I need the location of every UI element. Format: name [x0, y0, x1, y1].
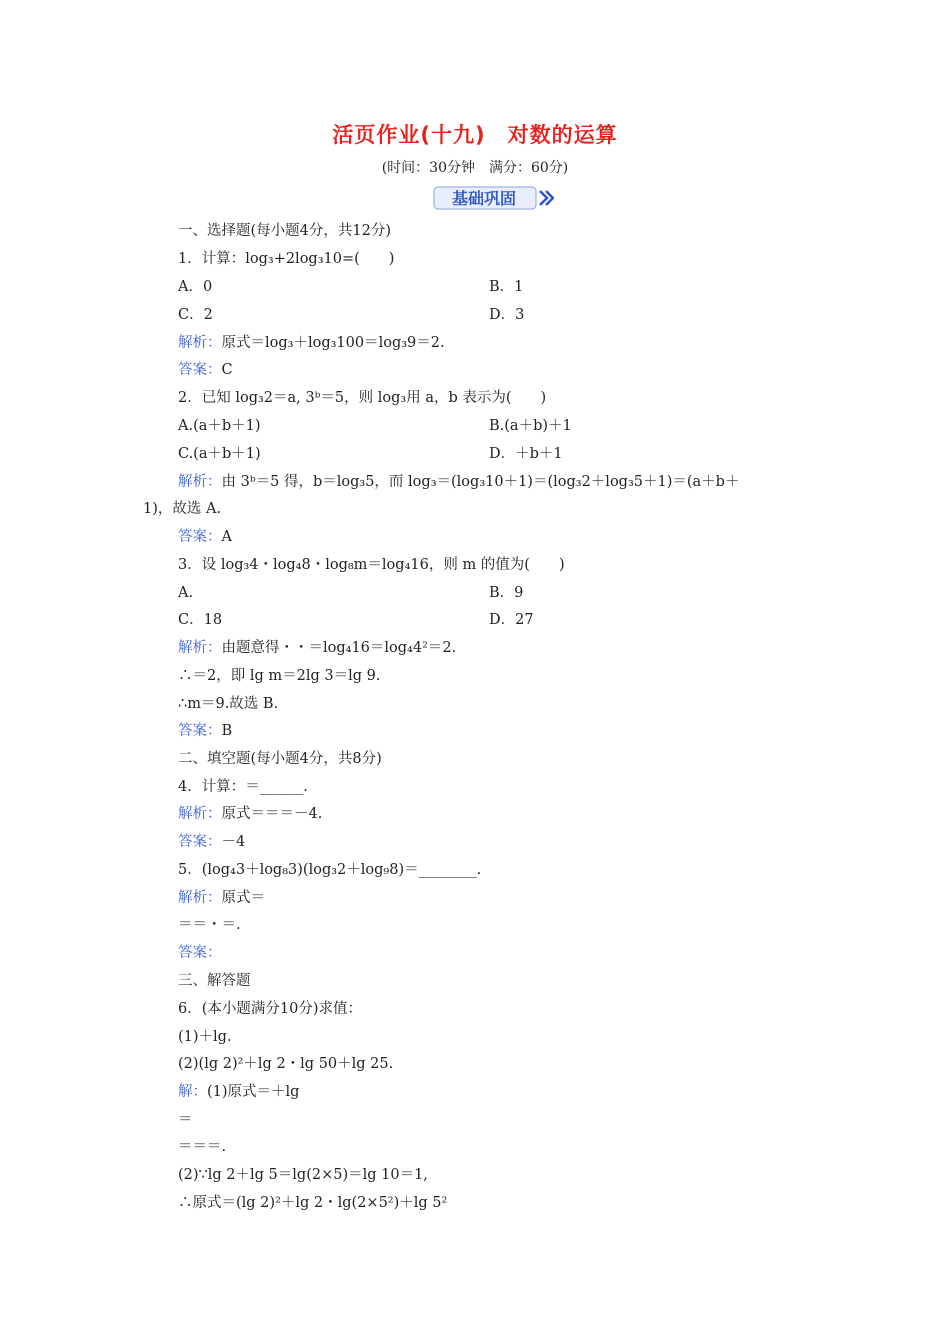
section-heading: 二、填空题(每小题4分，共8分) — [178, 751, 382, 767]
analysis-label: 解析： — [178, 640, 222, 656]
answer-text: C — [221, 362, 233, 378]
answer-label: 答案： — [178, 723, 222, 739]
q6-solution — [178, 1082, 299, 1102]
page-subtitle: (时间：30分钟 满分：60分) — [381, 160, 569, 176]
q1-option-d: D．3 — [489, 307, 525, 323]
banner-text: 基础巩固 — [451, 189, 517, 208]
q2-option-d: D．＋b＋1 — [489, 446, 563, 462]
q1-option-a: A．0 — [178, 279, 213, 295]
q6-part-2: (2)(lg 2)²＋lg 2・lg 50＋lg 25. — [178, 1056, 394, 1072]
analysis-label: 解析： — [178, 335, 222, 351]
q5-answer — [178, 943, 222, 963]
q6-step-3: ＝＝＝. — [178, 1139, 227, 1155]
section-banner — [432, 183, 554, 213]
question-3: 3．设 log₃4・log₄8・log₈m＝log₄16，则 m 的值为( ) — [178, 557, 565, 573]
q5-step-2: ＝＝・＝. — [178, 917, 241, 933]
analysis-label: 解析： — [178, 806, 222, 822]
section-heading: 一、选择题(每小题4分，共12分) — [178, 223, 391, 239]
analysis-text: 原式＝＝＝－4. — [221, 806, 323, 822]
q3-option-d: D．27 — [489, 612, 534, 628]
q3-step-2: ∴＝2，即 lg m＝2lg 3＝lg 9. — [178, 668, 381, 684]
answer-text: －4 — [221, 834, 246, 850]
analysis-text: 由 3ᵇ＝5 得，b＝log₃5，而 log₃＝(log₃10＋1)＝(log₃2＋log₃5＋1)＝(a＋b＋ — [221, 474, 740, 490]
q6-step-5: ∴原式＝(lg 2)²＋lg 2・lg(2×5²)＋lg 5² — [178, 1195, 448, 1211]
analysis-label: 解析： — [178, 890, 222, 906]
q2-analysis-cont: 1)，故选 A. — [143, 501, 222, 517]
question-2: 2．已知 log₃2＝a, 3ᵇ＝5，则 log₃用 a，b 表示为( ) — [178, 390, 547, 406]
q3-option-c: C．18 — [178, 612, 223, 628]
question-4: 4．计算：＝______. — [178, 779, 308, 795]
solution-text: (1)原式＝＋lg — [207, 1084, 300, 1100]
q2-analysis — [178, 472, 739, 492]
q6-step-2: ＝ — [178, 1112, 193, 1128]
q1-option-c: C．2 — [178, 307, 213, 323]
q3-option-b: B．9 — [489, 585, 524, 601]
answer-label: 答案： — [178, 945, 222, 961]
analysis-text: 原式＝log₃＋log₃100＝log₃9＝2. — [221, 335, 445, 351]
answer-label: 答案： — [178, 362, 222, 378]
analysis-text: 由题意得・・＝log₄16＝log₄4²＝2. — [221, 640, 457, 656]
q3-option-a: A. — [178, 585, 194, 601]
q4-analysis — [178, 804, 322, 824]
analysis-label: 解析： — [178, 474, 222, 490]
q2-option-c: C.(a＋b＋1) — [178, 446, 261, 462]
q2-option-b: B.(a＋b)＋1 — [489, 418, 572, 434]
page-title: 活页作业(十九) 对数的运算 — [332, 123, 618, 147]
answer-text: A — [221, 529, 232, 545]
question-6: 6．(本小题满分10分)求值： — [178, 1001, 362, 1017]
q3-analysis — [178, 638, 456, 658]
q1-answer — [178, 360, 233, 380]
question-5: 5．(log₄3＋log₈3)(log₃2＋log₉8)＝________. — [178, 862, 482, 878]
section-heading: 三、解答题 — [178, 973, 251, 989]
question-1: 1．计算：log₃+2log₃10=( ) — [178, 251, 395, 267]
q5-analysis — [178, 888, 265, 908]
q6-step-4: (2)∵lg 2＋lg 5＝lg(2×5)＝lg 10＝1, — [178, 1167, 428, 1183]
q3-step-3: ∴m＝9.故选 B. — [178, 696, 279, 712]
analysis-text: 原式＝ — [221, 890, 265, 906]
q1-analysis — [178, 333, 445, 353]
q3-answer — [178, 721, 232, 741]
q2-option-a: A.(a＋b＋1) — [178, 418, 261, 434]
q2-answer — [178, 527, 232, 547]
solution-label: 解： — [178, 1084, 207, 1100]
q4-answer — [178, 832, 245, 852]
answer-label: 答案： — [178, 834, 222, 850]
answer-label: 答案： — [178, 529, 222, 545]
answer-text: B — [221, 723, 233, 739]
q6-part-1: (1)＋lg. — [178, 1029, 232, 1045]
q1-option-b: B．1 — [489, 279, 524, 295]
